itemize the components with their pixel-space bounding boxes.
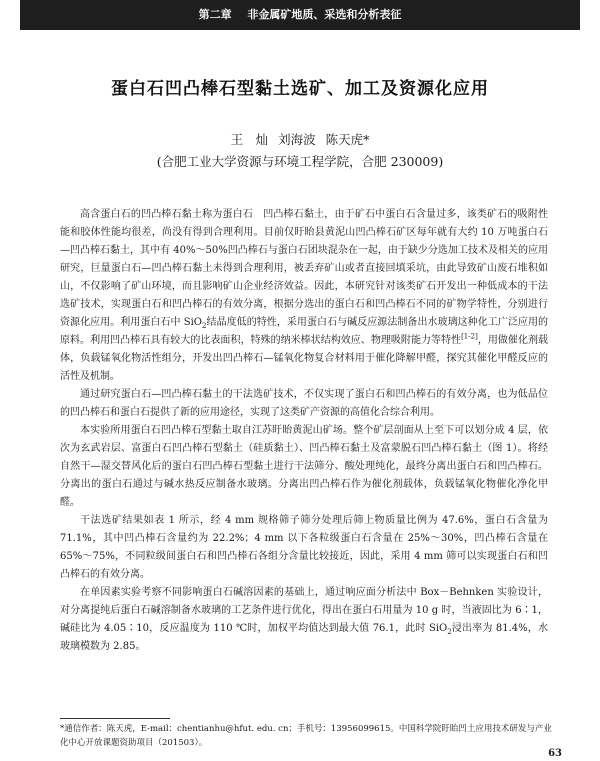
page-number: 63: [548, 748, 562, 759]
section-label: 非金属矿地质、采选和分析表征: [247, 8, 402, 21]
paper-title: 蛋白石凹凸棒石型黏土选矿、加工及资源化应用: [111, 79, 489, 99]
author-name: 刘海波: [278, 132, 316, 147]
author-list: [0, 130, 600, 148]
affiliation: (合肥工业大学资源与环境工程学院，合肥 230009): [156, 154, 444, 169]
article-body: [60, 206, 548, 656]
footnote: *通信作者：陈天虎，E-mail：chentianhu@hfut. edu. cn；手机号：13956099615。中国科学院盱眙凹土应用技术研发与产业化中心开放课题资助项目（201503）。: [60, 724, 552, 748]
chapter-label: 第二章: [198, 8, 232, 21]
footnote-divider: [60, 718, 170, 719]
paragraph: 在单因素实验考察不同影响蛋白石碱溶因素的基础上，通过响应面分析法中 Box－Behnken 实验设计，对分离提纯后蛋白石碱溶制备水玻璃的工艺条件进行优化，得出在蛋白石用量为 10 g 时，当液固比为 6∶1，碱硅比为 4.05∶10，反应温度为 110 ℃时，加权平均值达到最大值 76.1，此时 SiO$_2$浸出率为 81.4%，水玻璃模数为 2.85。: [60, 587, 548, 652]
paragraph: 通过研究蛋白石—凹凸棒石黏土的干法选矿技术，不仅实现了蛋白石和凹凸棒石的有效分离，也为低品位的凹凸棒石和蛋白石提供了新的应用途径，实现了这类矿产资源的高值化合综合利用。: [60, 389, 548, 418]
author-name: 陈天虎*: [325, 132, 370, 147]
author-name: 王 灿: [230, 132, 269, 147]
paragraph: 高含蛋白石的凹凸棒石黏土称为蛋白石 凹凸棒石黏土，由于矿石中蛋白石含量过多，该类矿石的吸附性能和胶体性能均很差，尚没有得到合理利用。目前仅盱眙县黄泥山凹凸棒石矿区每年就有大约 10 万吨蛋白石—凹凸棒石黏土，其中有 40%～50%凹凸棒石与蛋白石团块混杂在一起，由于缺少分选加工技术及相关的应用研究，巨量蛋白石—凹凸棒石黏土未得到合理利用，被丢弃矿山或者直接回填采坑，由此导致矿山废石堆积如山，不仅影响了矿山环境，而且影响矿山企业经济效益。因此，本研究针对该类矿石开发出一种低成本的干法选矿技术，实现蛋白石和凹凸棒石的有效分离，根据分选出的蛋白石和凹凸棒石不同的矿物学特性，分别进行资源化应用。利用蛋白石中 SiO$_2$结晶度低的特性，采用蛋白石与碱反应源法制备出水玻璃这种化工广泛应用的原料。利用凹凸棒石具有较大的比表面积，特殊的纳米棒状结构效应、物理吸附能力等特性[1-2]，用做催化剂载体，负载锰氧化物活性组分，开发出凹凸棒石—锰氧化物复合材料用于催化降解甲醛，探究其催化甲醛反应的活性及机制。: [60, 209, 549, 382]
paragraph: 干法选矿结果如表 1 所示，经 4 mm 规格筛子筛分处理后筛上物质量比例为 47.6%，蛋白石含量为 71.1%，其中凹凸棒石含量约为 22.2%；4 mm 以下各粒级蛋白石含量在 25%～30%，凹凸棒石含量在 65%～75%，不同粒级间蛋白石和凹凸棒石各组分含量比较接近，因此，采用 4 mm 筛可以实现蛋白石和凹凸棒石的有效分离。: [60, 515, 548, 580]
chapter-header: [20, 0, 580, 30]
citation: [1-2]: [461, 332, 478, 341]
paragraph: 本实验所用蛋白石凹凸棒石型黏土取自江苏盱眙黄泥山矿场。整个矿层剖面从上至下可以划分成 4 层，依次为玄武岩层、富蛋白石凹凸棒石型黏土（硅质黏土）、凹凸棒石黏土及富蒙脱石凹凸棒石黏土（图 1）。将经自然干—湿交替风化后的蛋白石凹凸棒石型黏土进行干法筛分、酸处理纯化，最终分离出蛋白石和凹凸棒石。分离出的蛋白石通过与碱水热反应制备水玻璃。分离出凹凸棒石作为催化剂载体，负载锰氧化物催化净化甲醛。: [60, 425, 548, 508]
